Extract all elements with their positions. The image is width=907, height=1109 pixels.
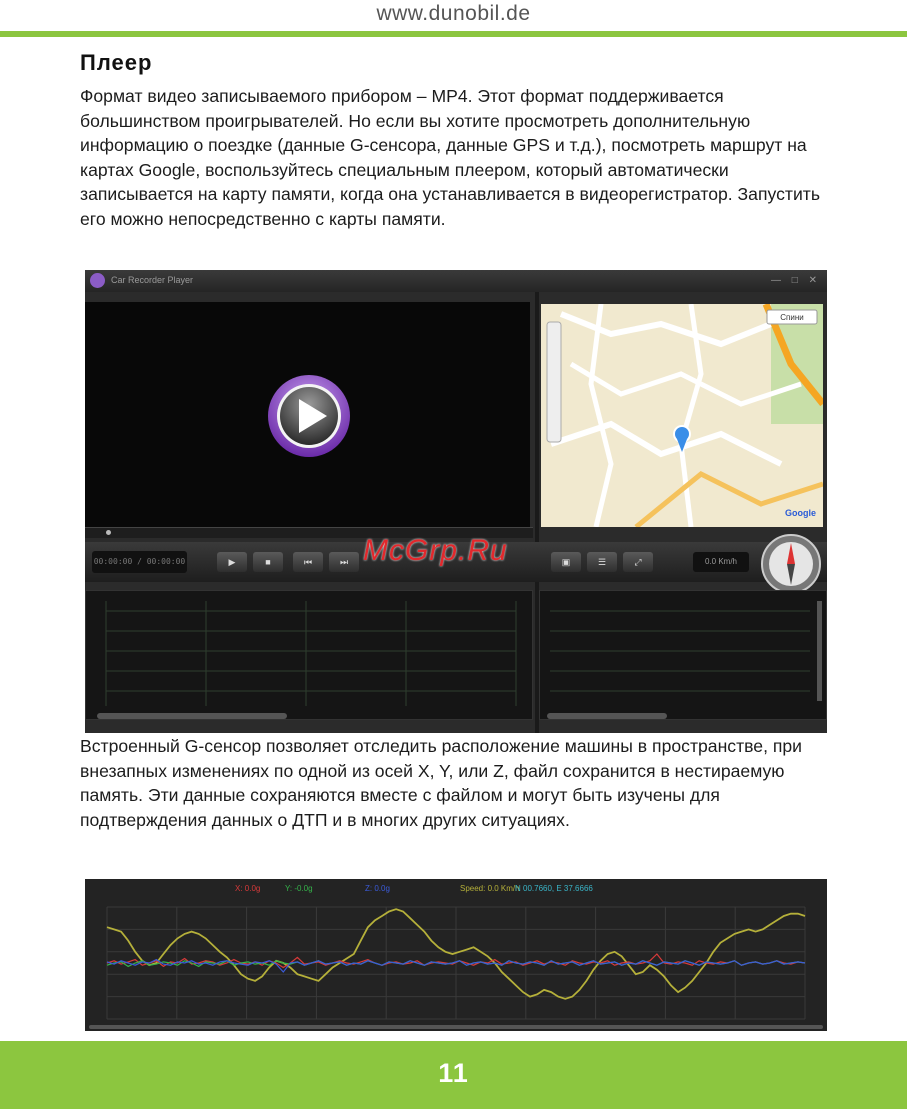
gsensor-chart-svg xyxy=(85,879,827,1031)
legend-entry: N 00.7660, E 37.6666 xyxy=(515,884,593,893)
legend-entry: X: 0.0g xyxy=(235,884,261,893)
gsensor-paragraph: Встроенный G-сенсор позволяет отследить расположение машины в пространстве, при внезапных изменениях по одной из осей X, Y, или Z, файл сохранится в нестираемую память. Эти данные сохраняются вместе с файлом и могут быть изучены для подтверждения данных о ДТП и в многих других ситуациях. xyxy=(80,736,802,830)
fullscreen-button: ⤢ xyxy=(623,552,653,572)
graph-scrollbar-left xyxy=(97,713,287,719)
player-titlebar xyxy=(85,270,827,292)
map-view xyxy=(541,304,823,527)
graph-grid-right xyxy=(540,591,826,719)
page-footer xyxy=(0,1041,907,1109)
site-url[interactable]: www.dunobil.de xyxy=(376,2,531,25)
player-screenshot xyxy=(85,270,827,733)
legend-entry: Speed: 0.0 Km/h xyxy=(460,884,520,893)
video-area xyxy=(85,302,530,527)
gsensor-chart xyxy=(85,879,827,1031)
play-button: ▶ xyxy=(217,552,247,572)
legend-entry: Z: 0.0g xyxy=(365,884,390,893)
chart-scrollbar xyxy=(89,1025,823,1029)
gsensor-graph-small xyxy=(85,590,533,720)
player-app-title: Car Recorder Player xyxy=(111,275,194,285)
play-icon xyxy=(267,374,351,458)
compass-icon xyxy=(761,534,821,594)
intro-paragraph: Формат видео записываемого прибором – MP4. Этот формат поддерживается большинством проигрывателей. Но если вы хотите просмотреть дополнительную информацию о поездке (данные G-сенсора, данные GPS и т.д.), посмотреть маршрут на картах Google, воспользуйтесь специальным плеером, который автоматически записывается на карту памяти, когда она устанавливается в видеорегистратор. Запустить его можно непосредственно с карты памяти. xyxy=(80,86,821,229)
snapshot-button: ▣ xyxy=(551,552,581,572)
top-accent-bar xyxy=(0,31,907,37)
graph-scrollbar-right xyxy=(547,713,667,719)
speed-display: 0.0 Km/h xyxy=(693,552,749,572)
window-controls: — □ ✕ xyxy=(771,275,821,286)
map-brand-logo: Google xyxy=(785,508,816,518)
time-display: 00:00:00 / 00:00:00 xyxy=(92,551,187,573)
stop-button: ■ xyxy=(253,552,283,572)
section-title: Плеер xyxy=(80,50,153,75)
prev-button: ⏮ xyxy=(293,552,323,572)
app-logo-icon xyxy=(90,273,105,288)
graph-grid xyxy=(86,591,532,719)
next-button: ⏭ xyxy=(329,552,359,572)
page-number: 11 xyxy=(438,1058,469,1088)
gps-graph-small xyxy=(539,590,827,720)
watermark: McGrp.Ru xyxy=(363,534,508,567)
legend-entry: Y: -0.0g xyxy=(285,884,313,893)
settings-button: ☰ xyxy=(587,552,617,572)
map-layer-button: Спини xyxy=(780,313,804,322)
seek-handle xyxy=(106,530,111,535)
